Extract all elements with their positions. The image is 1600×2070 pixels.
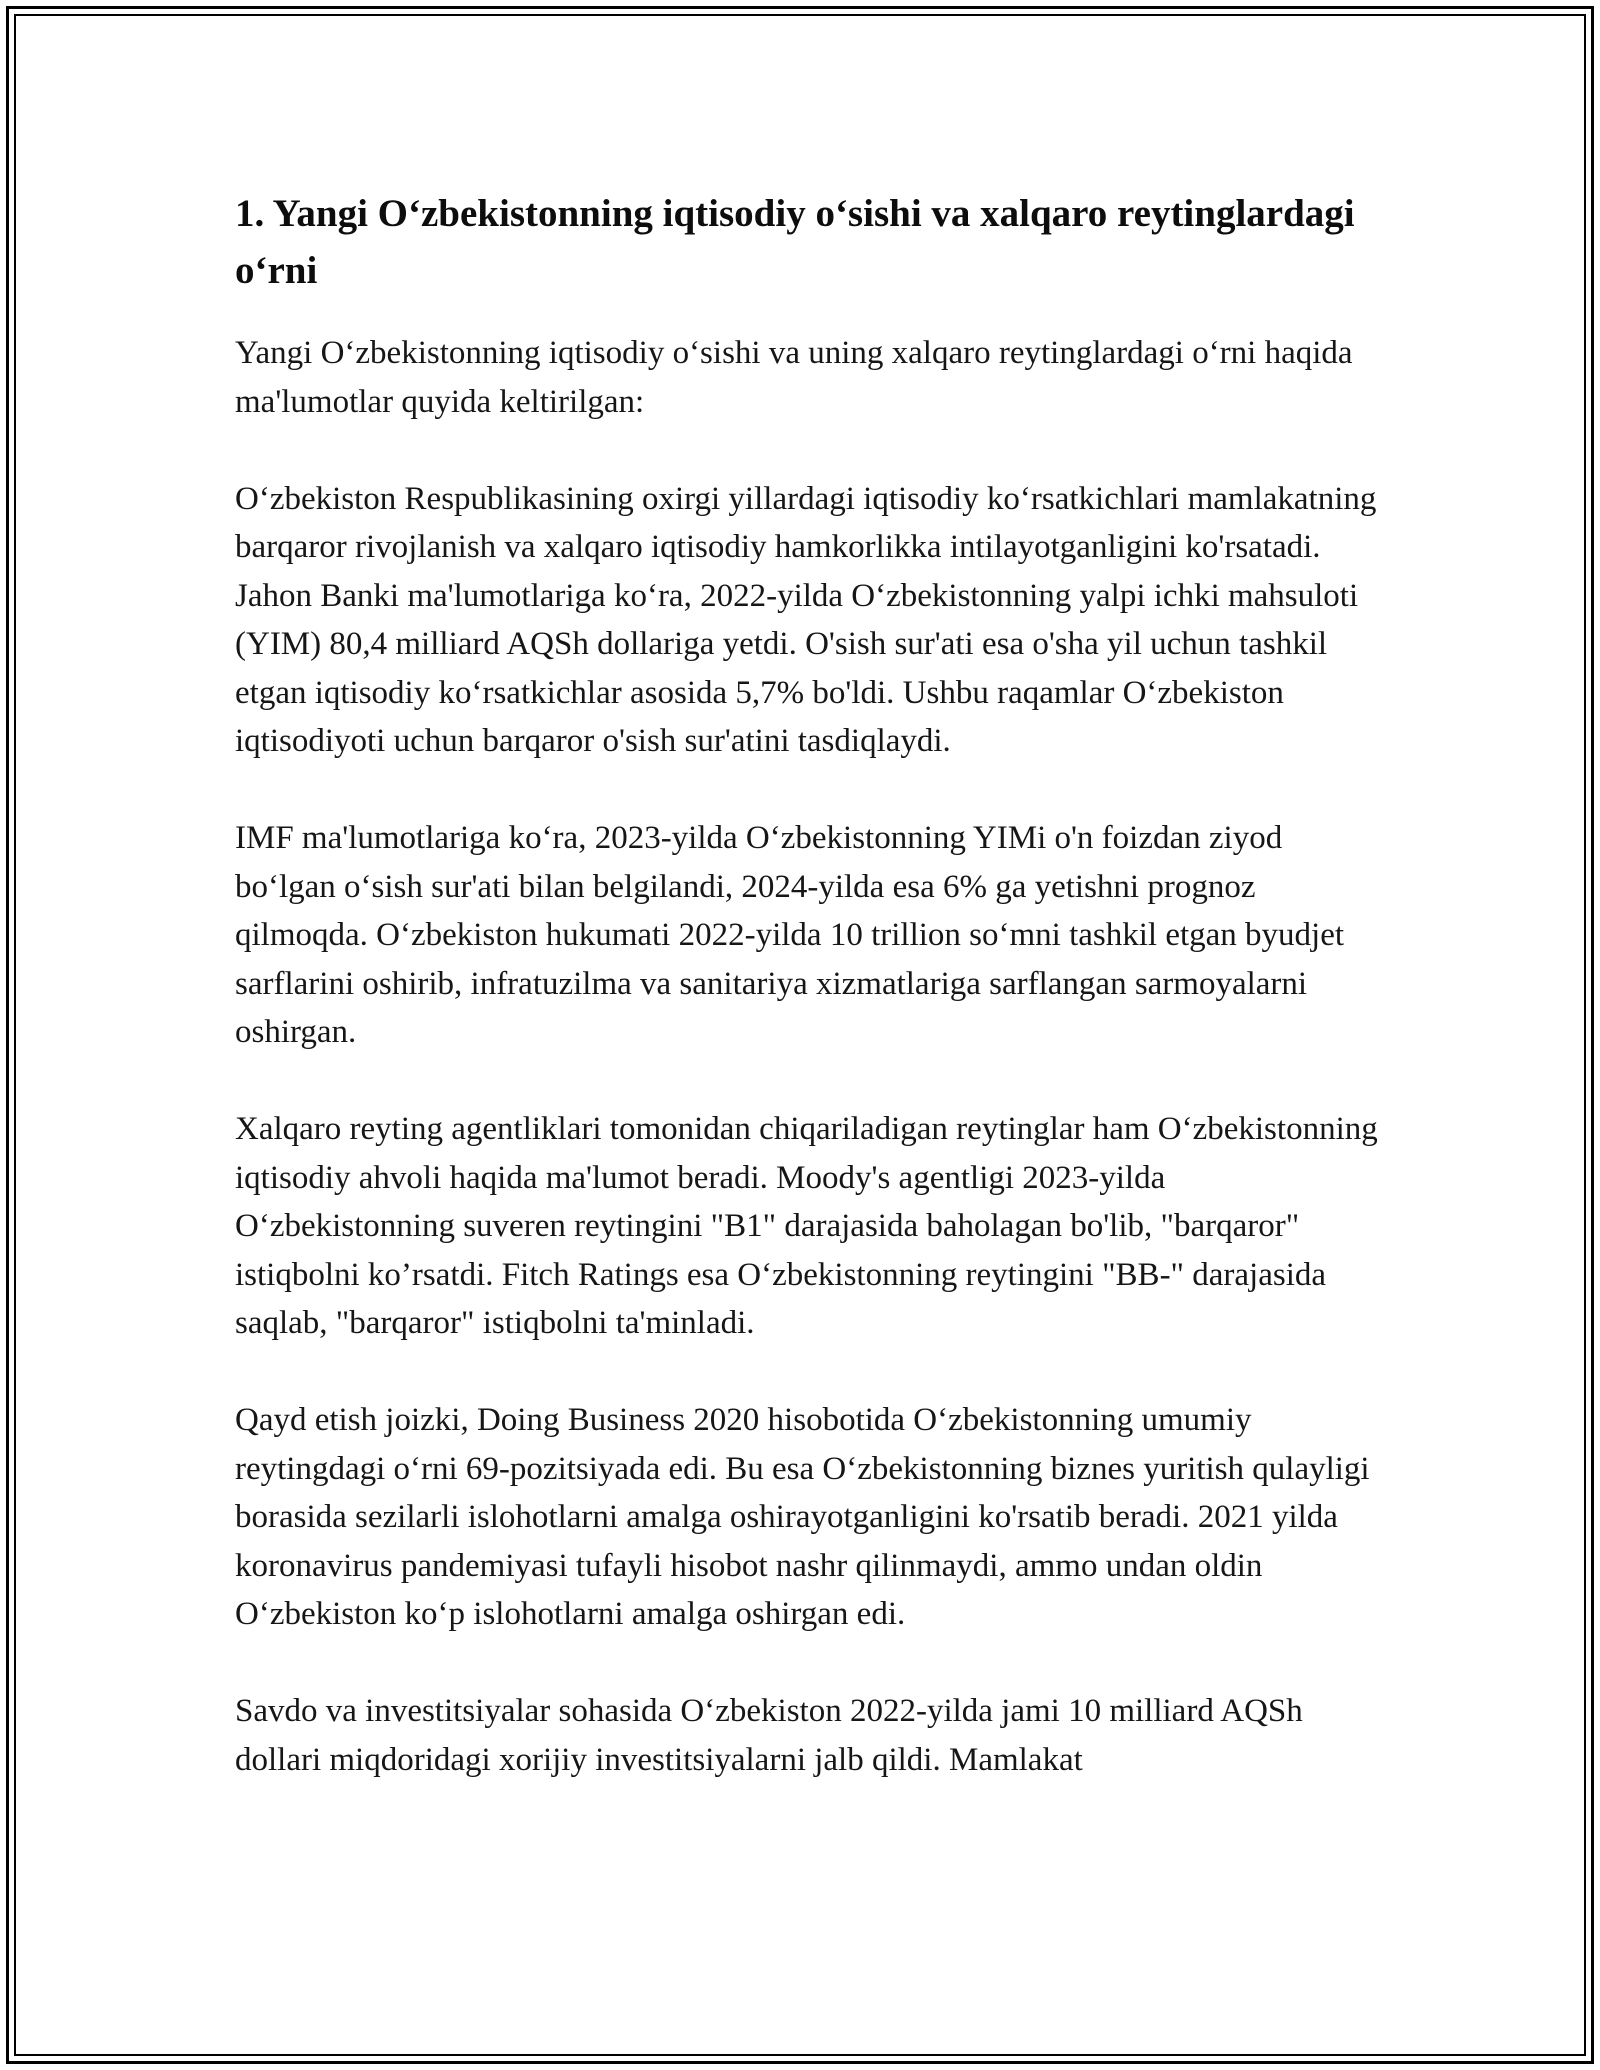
doing-business-paragraph: Qayd etish joizki, Doing Business 2020 hisobotida O‘zbekistonning umumiy reytingdagi o‘rni 69-pozitsiyada edi. Bu esa O‘zbekistonning biznes yuritish qulayligi borasida sezilarli islohotlarni amalga oshirayotganligini ko'rsatib beradi. 2021 yilda koronavirus pandemiyasi tufayli hisobot nashr qilinmaydi, ammo undan oldin O‘zbekiston ko‘p islohotlarni amalga oshirgan edi. [235,1402,1370,1632]
imf-forecast-paragraph: IMF ma'lumotlariga ko‘ra, 2023-yilda O‘zbekistonning YIMi o'n foizdan ziyod bo‘lgan o‘sish sur'ati bilan belgilandi, 2024-yilda esa 6% ga yetishni prognoz qilmoqda. O‘zbekiston hukumati 2022-yilda 10 trillion so‘mni tashkil etgan byudjet sarflarini oshirib, infratuzilma va sanitariya xizmatlariga sarflangan sarmoyalarni oshirgan. [235,820,1345,1050]
credit-ratings-paragraph: Xalqaro reyting agentliklari tomonidan chiqariladigan reytinglar ham O‘zbekistonning iqtisodiy ahvoli haqida ma'lumot beradi. Moody's agentligi 2023-yilda O‘zbekistonning suveren reytingini "B1" darajasida baholagan bo'lib, "barqaror" istiqbolni ko’rsatdi. Fitch Ratings esa O‘zbekistonning reytingini "BB-" darajasida saqlab, "barqaror" istiqbolni ta'minladi. [235,1111,1378,1341]
section-heading: 1. Yangi O‘zbekistonning iqtisodiy o‘sishi va xalqaro reytinglardagi o‘rni [235,192,1355,292]
trade-investment-paragraph: Savdo va investitsiyalar sohasida O‘zbekiston 2022-yilda jami 10 milliard AQSh dollari miqdoridagi xorijiy investitsiyalarni jalb qildi. Mamlakat [235,1693,1303,1778]
economic-indicators-paragraph: O‘zbekiston Respublikasining oxirgi yillardagi iqtisodiy ko‘rsatkichlari mamlakatning barqaror rivojlanish va xalqaro iqtisodiy hamkorlikka intilayotganligini ko'rsatadi. Jahon Banki ma'lumotlariga ko‘ra, 2022-yilda O‘zbekistonning yalpi ichki mahsuloti (YIM) 80,4 milliard AQSh dollariga yetdi. O'sish sur'ati esa o'sha yil uchun tashkil etgan iqtisodiy ko‘rsatkichlar asosida 5,7% bo'ldi. Ushbu raqamlar O‘zbekiston iqtisodiyoti uchun barqaror o'sish sur'atini tasdiqlaydi. [235,480,1377,759]
intro-paragraph: Yangi O‘zbekistonning iqtisodiy o‘sishi va uning xalqaro reytinglardagi o‘rni haqida ma'lumotlar quyida keltirilgan: [235,335,1353,420]
document-body [235,185,1385,1833]
